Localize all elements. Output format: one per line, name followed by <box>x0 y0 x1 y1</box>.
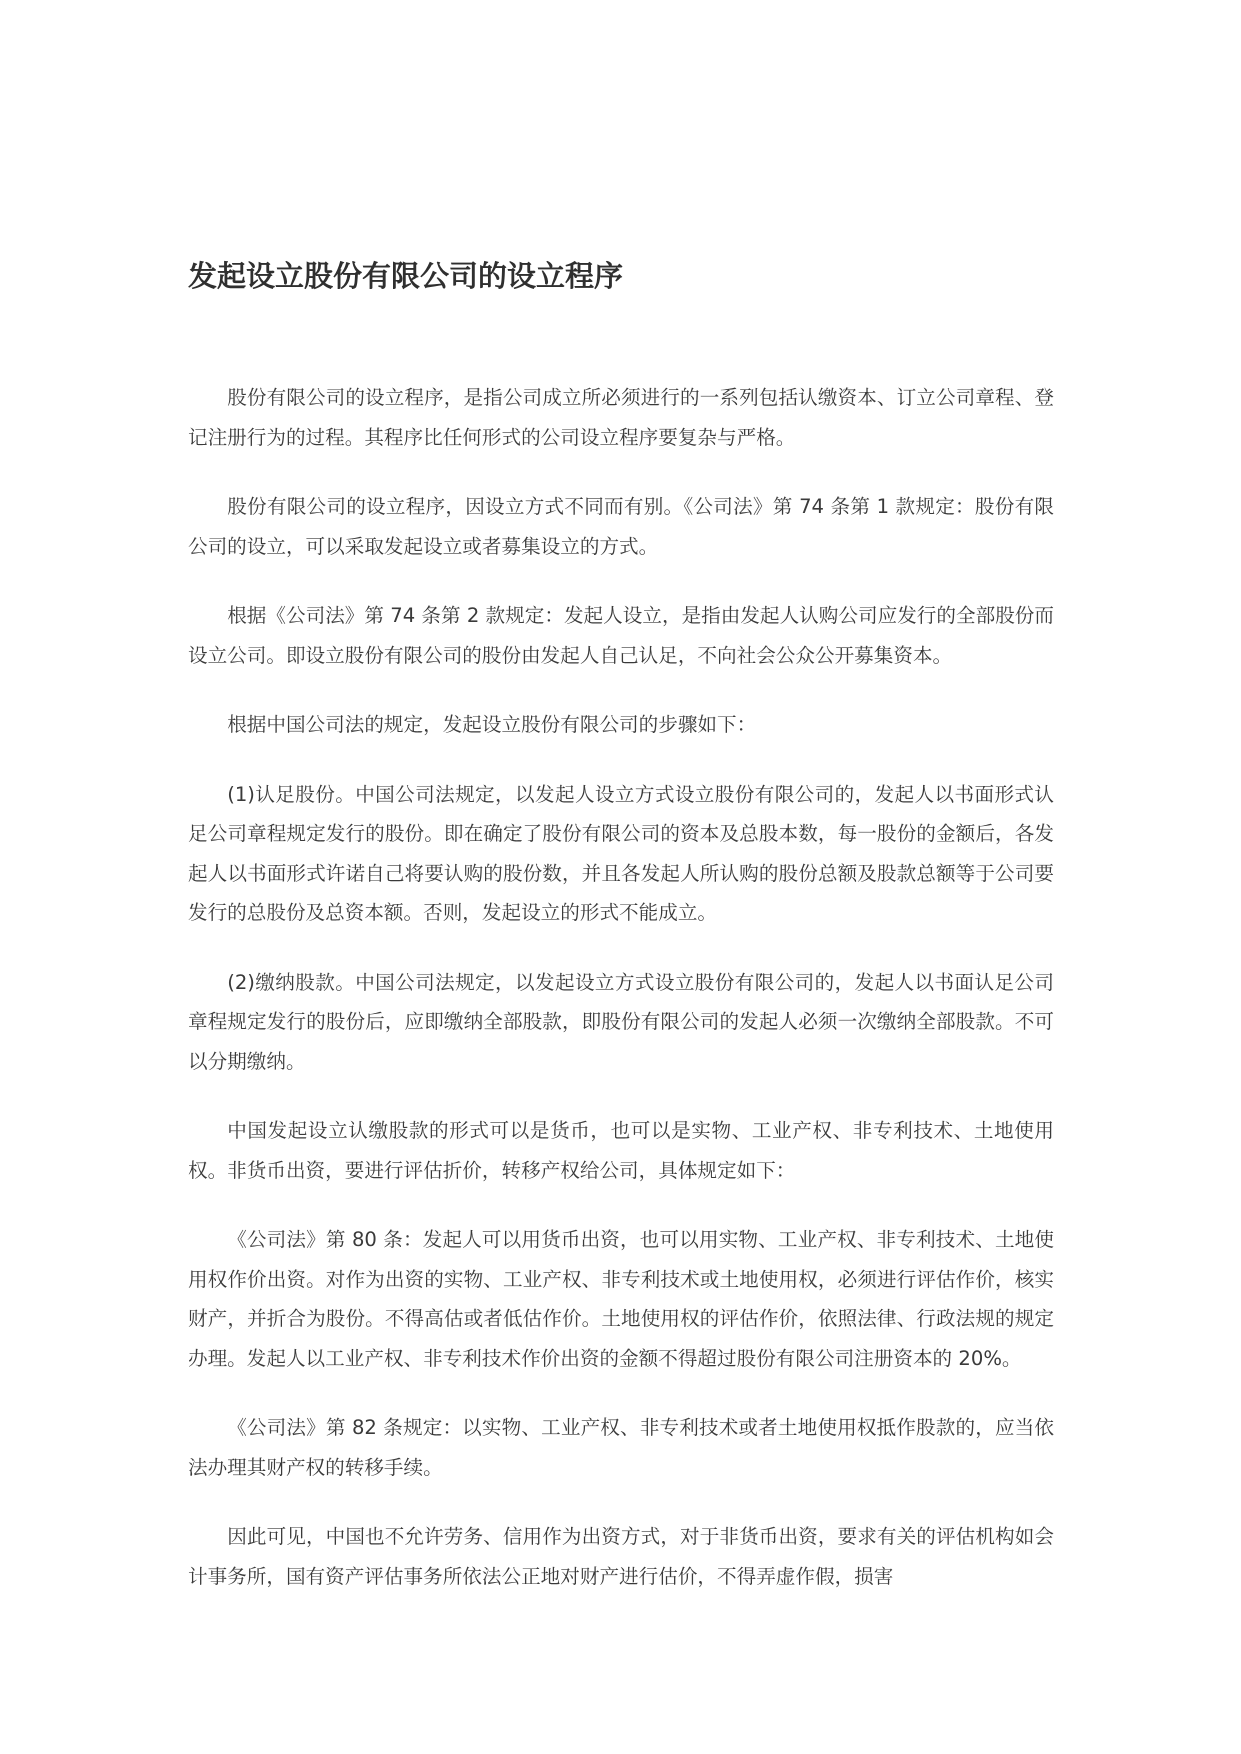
page-title: 发起设立股份有限公司的设立程序 <box>188 259 624 293</box>
paragraph-steps-intro: 根据中国公司法的规定，发起设立股份有限公司的步骤如下： <box>227 713 757 736</box>
paragraph-setup-methods: 股份有限公司的设立程序，因设立方式不同而有别。《公司法》第 74 条第 1 款规定：股份有限公司的设立，可以采取发起设立或者募集设立的方式。 <box>188 495 1054 558</box>
paragraph-intro: 股份有限公司的设立程序，是指公司成立所必须进行的一系列包括认缴资本、订立公司章程、登记注册行为的过程。其程序比任何形式的公司设立程序要复杂与严格。 <box>188 386 1054 449</box>
paragraph-step-1: (1)认足股份。中国公司法规定，以发起人设立方式设立股份有限公司的，发起人以书面形式认足公司章程规定发行的股份。即在确定了股份有限公司的资本及总股本数，每一股份的金额后，各发起人以书面形式许诺自己将要认购的股份数，并且各发起人所认购的股份总额及股款总额等于公司要发行的总股份及总资本额。否则，发起设立的形式不能成立。 <box>188 782 1054 924</box>
document-body <box>188 378 1054 1626</box>
paragraph-conclusion: 因此可见，中国也不允许劳务、信用作为出资方式，对于非货币出资，要求有关的评估机构如会计事务所，国有资产评估事务所依法公正地对财产进行估价，不得弄虚作假，损害 <box>188 1525 1054 1588</box>
paragraph-payment-forms: 中国发起设立认缴股款的形式可以是货币，也可以是实物、工业产权、非专利技术、土地使用权。非货币出资，要进行评估折价，转移产权给公司，具体规定如下： <box>188 1119 1054 1182</box>
paragraph-article-80: 《公司法》第 80 条：发起人可以用货币出资，也可以用实物、工业产权、非专利技术、土地使用权作价出资。对作为出资的实物、工业产权、非专利技术或土地使用权，必须进行评估作价，核实财产，并折合为股份。不得高估或者低估作价。土地使用权的评估作价，依照法律、行政法规的规定办理。发起人以工业产权、非专利技术作价出资的金额不得超过股份有限公司注册资本的 20%。 <box>188 1228 1054 1370</box>
paragraph-article-82: 《公司法》第 82 条规定：以实物、工业产权、非专利技术或者土地使用权抵作股款的，应当依法办理其财产权的转移手续。 <box>188 1416 1054 1479</box>
paragraph-step-2: (2)缴纳股款。中国公司法规定，以发起设立方式设立股份有限公司的，发起人以书面认足公司章程规定发行的股份后，应即缴纳全部股款，即股份有限公司的发起人必须一次缴纳全部股款。不可以分期缴纳。 <box>188 970 1054 1073</box>
paragraph-promoter-definition: 根据《公司法》第 74 条第 2 款规定：发起人设立，是指由发起人认购公司应发行的全部股份而设立公司。即设立股份有限公司的股份由发起人自己认足，不向社会公众公开募集资本。 <box>188 604 1054 667</box>
